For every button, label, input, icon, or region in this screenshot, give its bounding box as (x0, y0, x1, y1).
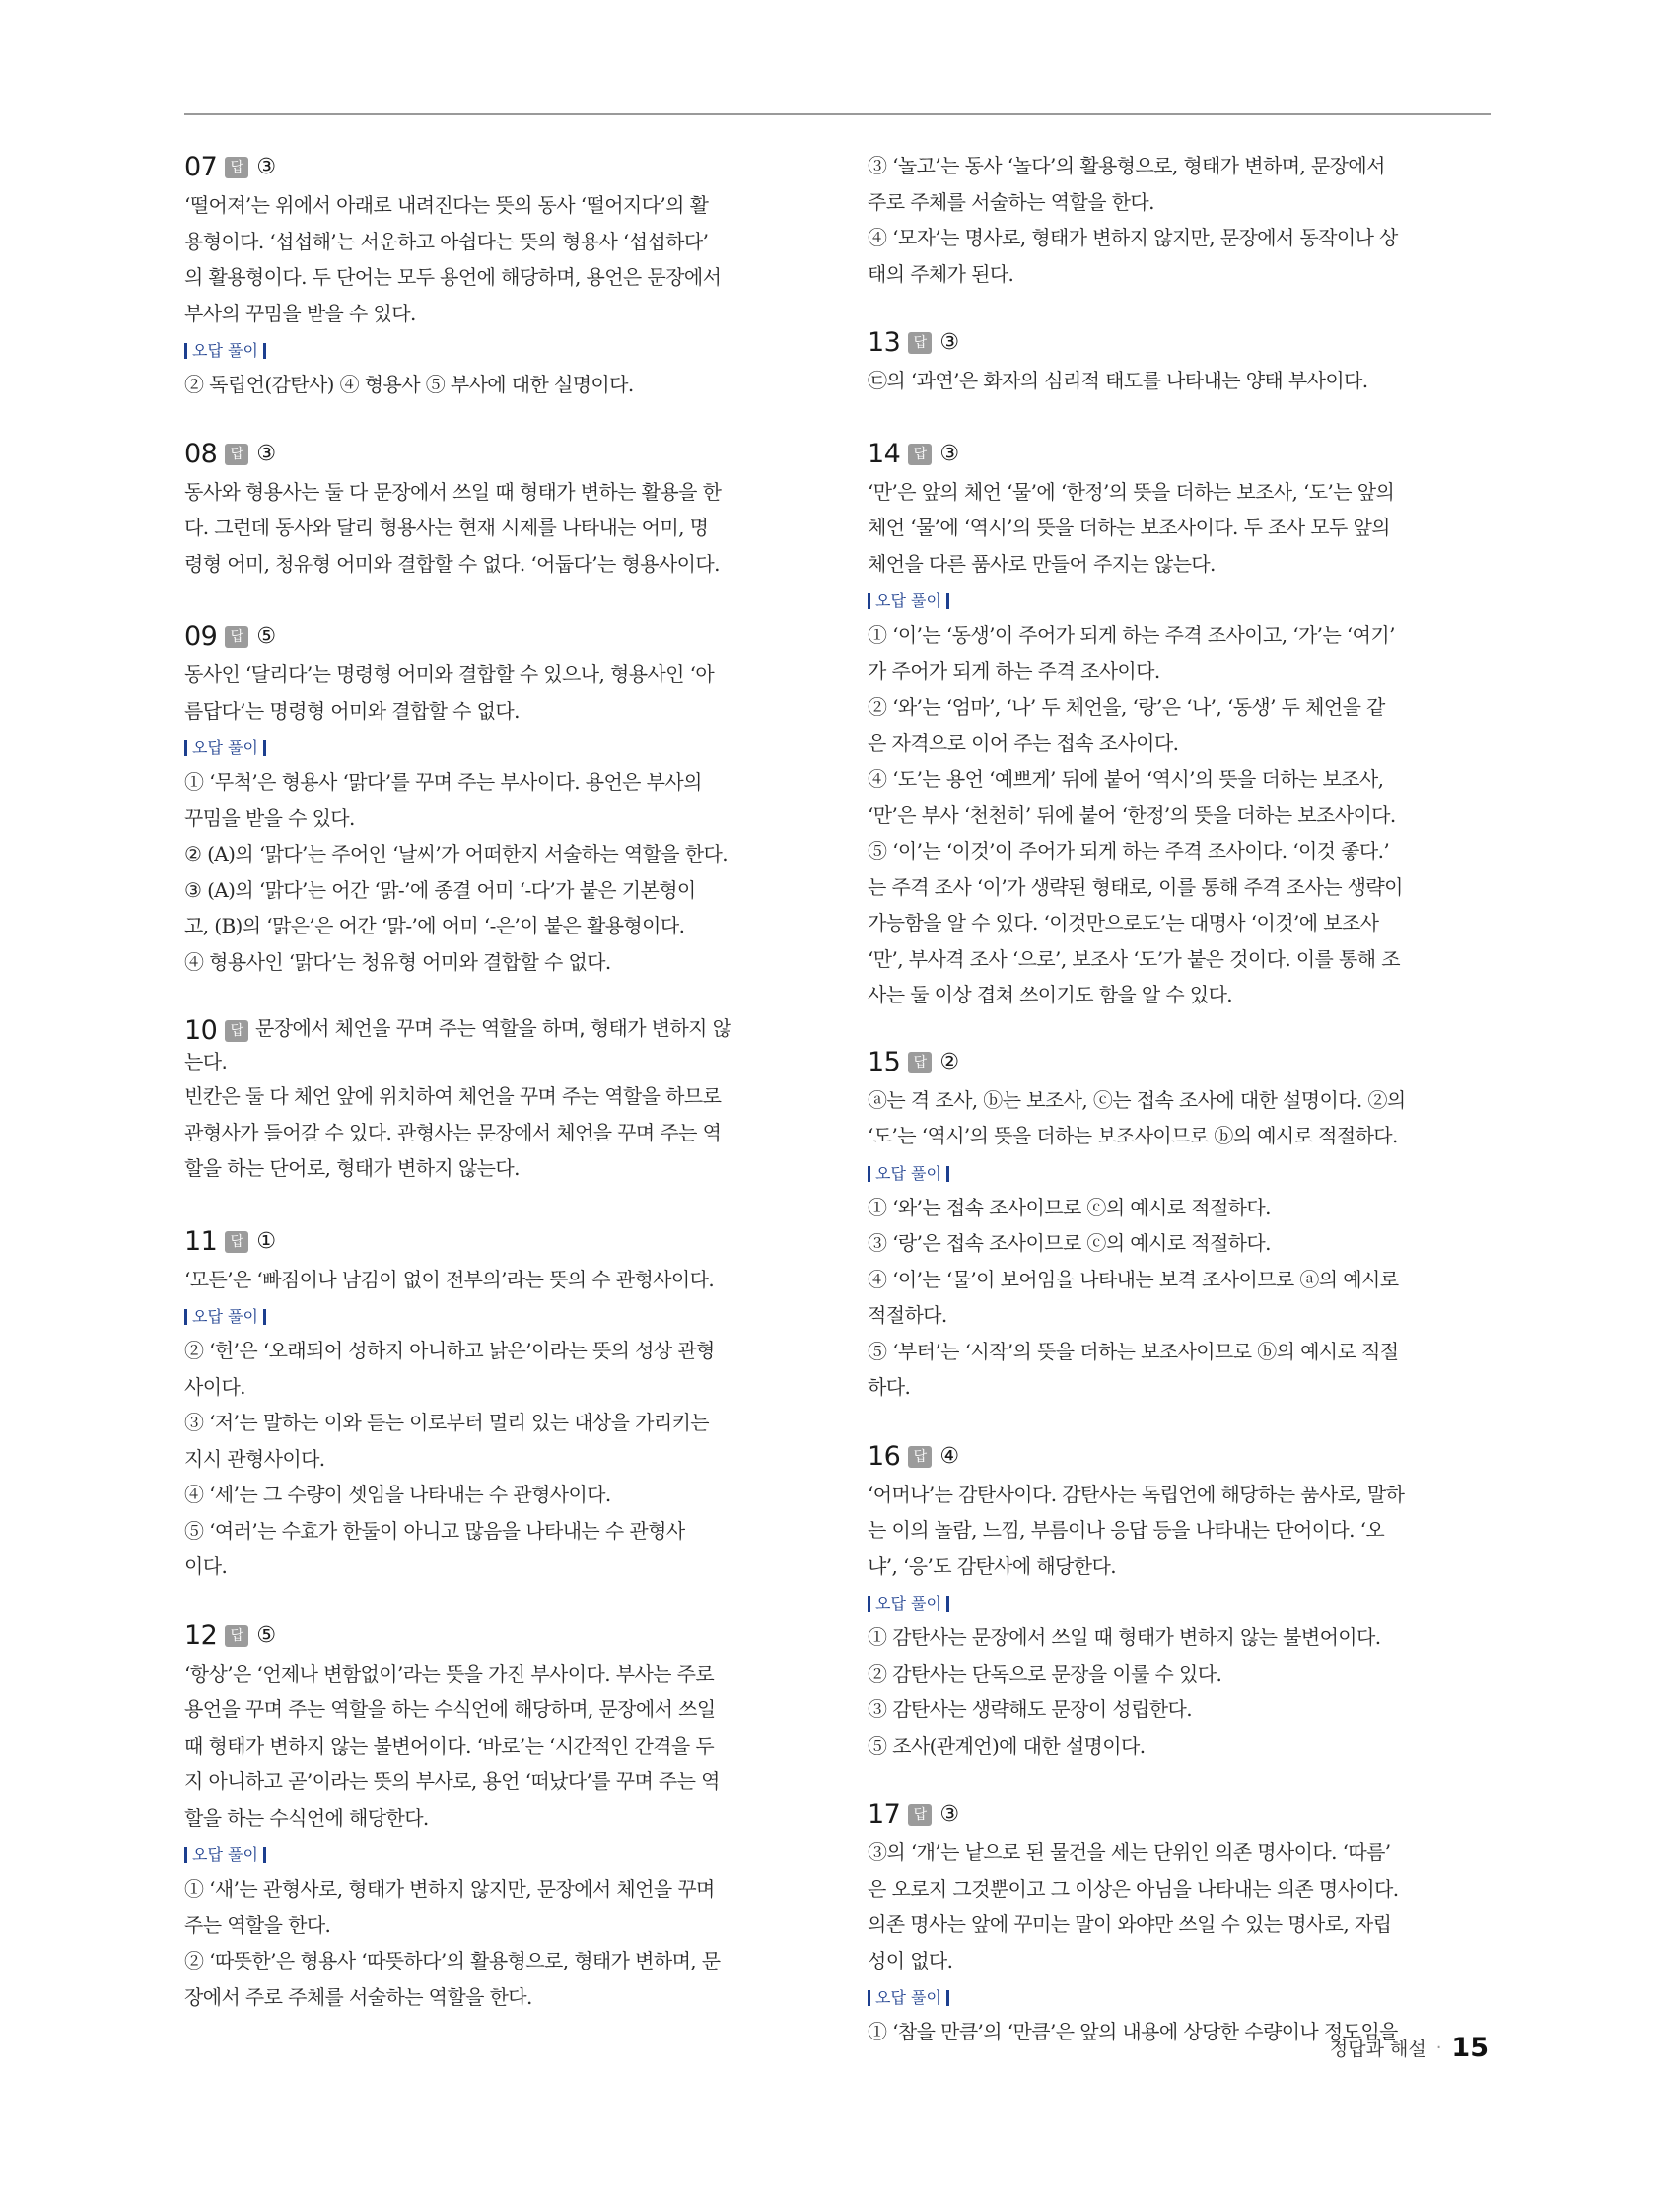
question-14 (868, 435, 1489, 1013)
explanation-body: 동사인 ‘달리다’는 명령형 어미와 결합할 수 있으나, 형용사인 ‘아 름답다’는 명령형 어미와 결합할 수 없다. (184, 662, 715, 723)
question-11 (184, 1222, 805, 1585)
answer-tag: 답 (908, 1052, 932, 1073)
question-number: 08 (184, 438, 218, 469)
footer-separator: · (1435, 2038, 1442, 2058)
footer-label: 정답과 해설 (1329, 2039, 1426, 2060)
wrong-answer-body: ① ‘무척’은 형용사 ‘맑다’를 꾸며 주는 부사이다. 용언은 부사의 꾸밈을 받을 수 있다. ② (A)의 ‘맑다’는 주어인 ‘날씨’가 어떠한지 서술하는 역할을 한다. ③ (A)의 ‘맑다’는 어간 ‘맑-’에 종결 어미 ‘-다’가 붙은 기본형이 고, (B)의 ‘맑은’은 어간 ‘맑-’에 어미 ‘-은’이 붙은 활용형이다. ④ 형용사인 ‘맑다’는 청유형 어미와 결합할 수 없다. (184, 770, 728, 974)
answer-tag: 답 (908, 332, 932, 354)
explanation-body: ‘만’은 앞의 체언 ‘물’에 ‘한정’의 뜻을 더하는 보조사, ‘도’는 앞의 체언 ‘물’에 ‘역시’의 뜻을 더하는 보조사이다. 두 조사 모두 앞의 체언을 다른 품사로 만들어 주지는 않는다. (868, 479, 1395, 576)
answer-tag: 답 (225, 626, 248, 648)
question-09 (184, 617, 805, 980)
answer-tag: 답 (225, 157, 248, 178)
answer-tag: 답 (225, 1625, 248, 1647)
wrong-answer-body: ① ‘이’는 ‘동생’이 주어가 되게 하는 주격 조사이고, ‘가’는 ‘여기’ 가 주어가 되게 하는 주격 조사이다. ② ‘와’는 ‘엄마’, ‘나’ 두 체언을, ‘랑’은 ‘나’, ‘동생’ 두 체언을 같 은 자격으로 이어 주는 접속 조사이다. ④ ‘도’는 용언 ‘예쁘게’ 뒤에 붙어 ‘역시’의 뜻을 더하는 보조사, ‘만’은 부사 ‘천천히’ 뒤에 붙어 ‘한정’의 뜻을 더하는 보조사이다. ⑤ ‘이’는 ‘이것’이 주어가 되게 하는 주격 조사이다. ‘이것 좋다.’ 는 주격 조사 ‘이’가 생략된 형태로, 이를 통해 주격 조사는 생략이 가능함을 알 수 있다. ‘이것만으로도’는 대명사 ‘이것’에 보조사 ‘만’, 부사격 조사 ‘으로’, 보조사 ‘도’가 붙은 것이다. 이를 통해 조 사는 둘 이상 겹쳐 쓰이기도 함을 알 수 있다. (868, 623, 1403, 1006)
question-number: 09 (184, 621, 218, 652)
question-number: 07 (184, 152, 218, 182)
question-13 (868, 323, 1489, 399)
question-number: 14 (868, 438, 901, 469)
answer-tag: 답 (908, 444, 932, 465)
question-12 (184, 1617, 805, 2016)
question-number: 16 (868, 1440, 901, 1472)
answer-tag: 답 (908, 1804, 932, 1826)
answer: ① (256, 1228, 277, 1254)
question-08 (184, 435, 805, 583)
wrong-answer-body: ② 독립언(감탄사) ④ 형용사 ⑤ 부사에 대한 설명이다. (184, 373, 634, 396)
answer-tag: 답 (225, 1020, 248, 1042)
wrong-answer-label: 오답 풀이 (868, 1592, 949, 1616)
wrong-answer-label: 오답 풀이 (868, 1162, 949, 1186)
question-number: 10 (184, 1015, 218, 1046)
question-number: 17 (868, 1799, 901, 1830)
page-number: 15 (1451, 2033, 1489, 2063)
question-17 (868, 1795, 1489, 2050)
wrong-answer-body: ③ ‘놀고’는 동사 ‘놀다’의 활용형으로, 형태가 변하며, 문장에서 주로 주체를 서술하는 역할을 한다. ④ ‘모자’는 명사로, 형태가 변하지 않지만, 문장에서 동작이나 상 태의 주체가 된다. (868, 154, 1398, 286)
answer: ⑤ (256, 624, 277, 649)
answer: ③ (256, 441, 277, 466)
wrong-answer-label: 오답 풀이 (184, 339, 266, 363)
explanation-body: ‘떨어져’는 위에서 아래로 내려진다는 뜻의 동사 ‘떨어지다’의 활 용형이다. ‘섭섭해’는 서운하고 아쉽다는 뜻의 형용사 ‘섭섭하다’ 의 활용형이다. 두 단어는 모두 용언에 해당하며, 용언은 문장에서 부사의 꾸밈을 받을 수 있다. (184, 193, 722, 325)
top-rule (184, 113, 1491, 115)
question-12-continued (868, 148, 1489, 292)
answer: ② (939, 1049, 960, 1074)
explanation-body: ‘항상’은 ‘언제나 변함없이’라는 뜻을 가진 부사이다. 부사는 주로 용언을 꾸며 주는 역할을 하는 수식언에 해당하며, 문장에서 쓰일 때 형태가 변하지 않는 불변어이다. ‘바로’는 ‘시간적인 간격을 두 지 아니하고 곧’이라는 뜻의 부사로, 용언 ‘떠났다’를 꾸며 주는 역 할을 하는 수식언에 해당한다. (184, 1661, 720, 1830)
question-10 (184, 1011, 805, 1187)
answer-tag: 답 (908, 1446, 932, 1468)
wrong-answer-label: 오답 풀이 (868, 589, 949, 613)
wrong-answer-label: 오답 풀이 (184, 1305, 266, 1329)
answer: 문장에서 체언을 꾸며 주는 역할을 하며, 형태가 변하지 않 는다. (184, 1016, 731, 1073)
explanation-body: ⓐ는 격 조사, ⓑ는 보조사, ⓒ는 접속 조사에 대한 설명이다. ②의 ‘도’는 ‘역시’의 뜻을 더하는 보조사이므로 ⓑ의 예시로 적절하다. (868, 1087, 1406, 1147)
answer: ④ (939, 1443, 960, 1469)
wrong-answer-label: 오답 풀이 (184, 736, 266, 760)
wrong-answer-body: ① 감탄사는 문장에서 쓰일 때 형태가 변하지 않는 불변어이다. ② 감탄사는 단독으로 문장을 이룰 수 있다. ③ 감탄사는 생략해도 문장이 성립한다. ⑤ 조사(관계언)에 대한 설명이다. (868, 1625, 1381, 1758)
answer: ③ (939, 441, 960, 466)
wrong-answer-label: 오답 풀이 (868, 1986, 949, 2010)
question-number: 15 (868, 1046, 901, 1077)
answer: ③ (939, 1802, 960, 1827)
explanation-body: ‘어머나’는 감탄사이다. 감탄사는 독립언에 해당하는 품사로, 말하 는 이의 놀람, 느낌, 부름이나 응답 등을 나타내는 단어이다. ‘오 냐’, ‘응’도 감탄사에 해당한다. (868, 1482, 1405, 1578)
answer: ③ (256, 155, 277, 179)
explanation-body: 빈칸은 둘 다 체언 앞에 위치하여 체언을 꾸며 주는 역할을 하므로 관형사가 들어갈 수 있다. 관형사는 문장에서 체언을 꾸며 주는 역 할을 하는 단어로, 형태가 변하지 않는다. (184, 1084, 722, 1180)
answer: ③ (939, 330, 960, 355)
question-number: 12 (184, 1620, 218, 1651)
explanation-body: 동사와 형용사는 둘 다 문장에서 쓰일 때 형태가 변하는 활용을 한 다. 그런데 동사와 달리 형용사는 현재 시제를 나타내는 어미, 명 령형 어미, 청유형 어미와 결합할 수 없다. ‘어둡다’는 형용사이다. (184, 479, 722, 576)
wrong-answer-body: ② ‘헌’은 ‘오래되어 성하지 아니하고 낡은’이라는 뜻의 성상 관형 사이다. ③ ‘저’는 말하는 이와 듣는 이로부터 멀리 있는 대상을 가리키는 지시 관형사이다. ④ ‘세’는 그 수량이 셋임을 나타내는 수 관형사이다. ⑤ ‘여러’는 수효가 한둘이 아니고 많음을 나타내는 수 관형사 이다. (184, 1339, 715, 1578)
wrong-answer-body: ① ‘새’는 관형사로, 형태가 변하지 않지만, 문장에서 체언을 꾸며 주는 역할을 한다. ② ‘따뜻한’은 형용사 ‘따뜻하다’의 활용형으로, 형태가 변하며, 문 장에서 주로 주체를 서술하는 역할을 한다. (184, 1877, 721, 2009)
answer-tag: 답 (225, 1231, 248, 1253)
question-number: 11 (184, 1225, 218, 1257)
answer-tag: 답 (225, 444, 248, 465)
wrong-answer-label: 오답 풀이 (184, 1843, 266, 1867)
question-16 (868, 1437, 1489, 1764)
explanation-body: ㉢의 ‘과연’은 화자의 심리적 태도를 나타내는 양태 부사이다. (868, 369, 1368, 392)
question-number: 13 (868, 327, 901, 358)
question-07 (184, 148, 805, 403)
left-column (184, 148, 805, 2044)
right-column (868, 148, 1489, 2080)
answer: ⑤ (256, 1623, 277, 1648)
wrong-answer-body: ① ‘와’는 접속 조사이므로 ⓒ의 예시로 적절하다. ③ ‘랑’은 접속 조사이므로 ⓒ의 예시로 적절하다. ④ ‘이’는 ‘물’이 보어임을 나타내는 보격 조사이므로 ⓐ의 예시로 적절하다. ⑤ ‘부터’는 ‘시작’의 뜻을 더하는 보조사이므로 ⓑ의 예시로 적절 하다. (868, 1195, 1399, 1399)
explanation-body: ‘모든’은 ‘빠짐이나 남김이 없이 전부의’라는 뜻의 수 관형사이다. (184, 1267, 715, 1291)
explanation-body: ③의 ‘개’는 낱으로 된 물건을 세는 단위인 의존 명사이다. ‘따름’ 은 오로지 그것뿐이고 그 이상은 아님을 나타내는 의존 명사이다. 의존 명사는 앞에 꾸미는 말이 와야만 쓰일 수 있는 명사로, 자립 성이 없다. (868, 1840, 1399, 1972)
wrong-answer-body: ① ‘참을 만큼’의 ‘만큼’은 앞의 내용에 상당한 수량이나 정도임을 (868, 2020, 1398, 2043)
page-footer (1330, 2033, 1489, 2063)
question-15 (868, 1043, 1489, 1406)
